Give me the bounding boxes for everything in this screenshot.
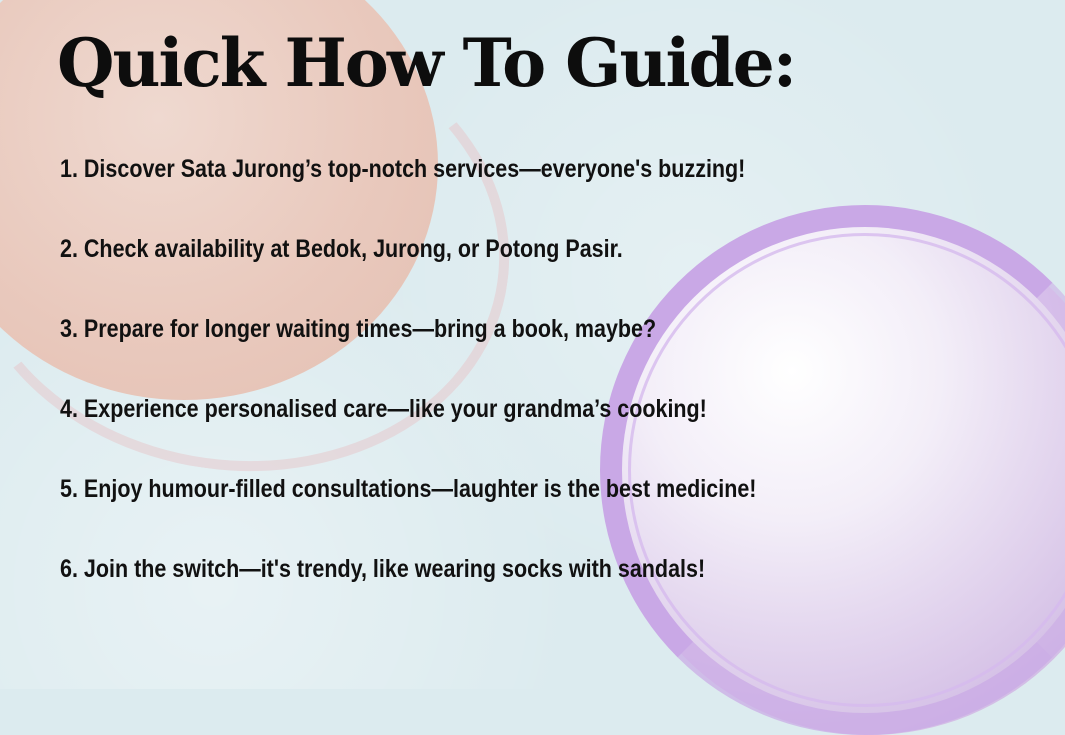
step-item-5: 5. Enjoy humour-filled consultations—laughter is the best medicine! (60, 475, 757, 503)
step-item-6: 6. Join the switch—it's trendy, like wearing socks with sandals! (60, 555, 706, 583)
step-item-3: 3. Prepare for longer waiting times—bring a book, maybe? (60, 315, 657, 343)
page-title: Quick How To Guide: (57, 24, 796, 102)
step-item-4: 4. Experience personalised care—like your grandma’s cooking! (60, 395, 707, 423)
steps-list (60, 150, 870, 630)
step-item-2: 2. Check availability at Bedok, Jurong, or Potong Pasir. (60, 235, 623, 263)
step-item-1: 1. Discover Sata Jurong’s top-notch services—everyone's buzzing! (60, 155, 746, 183)
